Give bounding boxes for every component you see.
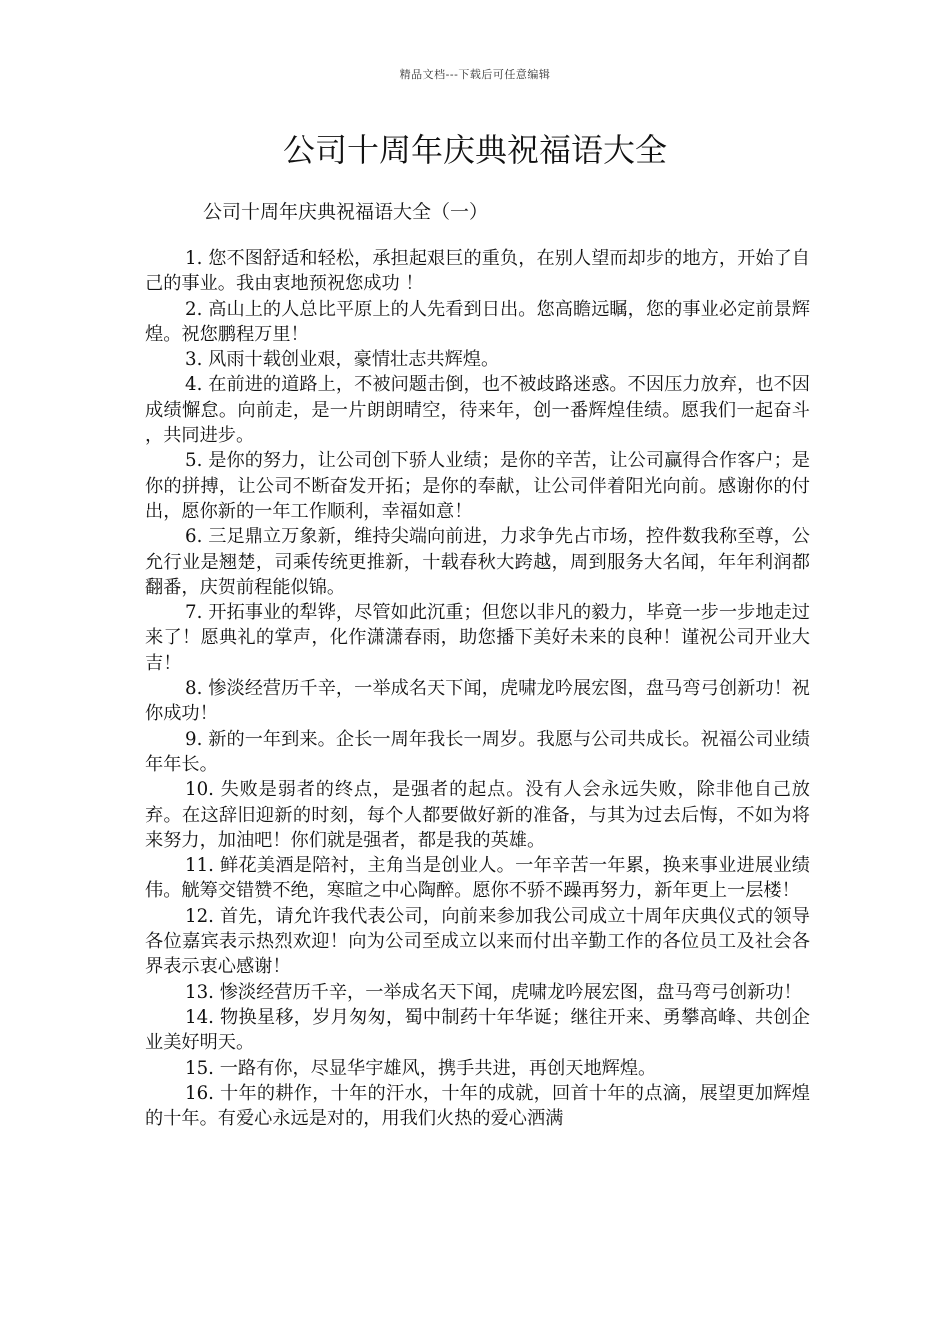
- page-title: 公司十周年庆典祝福语大全: [282, 131, 667, 169]
- blessings-list: [145, 246, 810, 1131]
- list-item: 11. 鲜花美酒是陪衬，主角当是创业人。一年辛苦一年累，换来事业进展业绩伟。觥筹交错赞不绝，寒暄之中心陶醉。愿你不骄不躁再努力，新年更上一层楼！: [145, 855, 810, 902]
- list-item: 5. 是你的努力，让公司创下骄人业绩；是你的辛苦，让公司赢得合作客户；是你的拼搏，让公司不断奋发开拓；是你的奉献，让公司伴着阳光向前。感谢你的付出，愿你新的一年工作顺利，幸福如意！: [145, 450, 810, 522]
- list-item: 13. 惨淡经营历千辛，一举成名天下闻，虎啸龙吟展宏图，盘马弯弓创新功！: [185, 981, 802, 1003]
- list-item: 8. 惨淡经营历千辛，一举成名天下闻，虎啸龙吟展宏图，盘马弯弓创新功！祝你成功！: [145, 678, 810, 725]
- list-item: 14. 物换星移，岁月匆匆，蜀中制药十年华诞；继往开来、勇攀高峰、共创企业美好明天。: [145, 1006, 810, 1054]
- list-item: 16. 十年的耕作，十年的汗水，十年的成就，回首十年的点滴，展望更加辉煌的十年。有爱心永远是对的，用我们火热的爱心洒满: [145, 1082, 810, 1130]
- list-item: 1. 您不图舒适和轻松，承担起艰巨的重负，在别人望而却步的地方，开始了自己的事业。我由衷地预祝您成功 ！: [145, 248, 810, 295]
- list-item: 15. 一路有你，尽显华宇雄风，携手共进，再创天地辉煌。: [185, 1057, 657, 1079]
- list-item: 7. 开拓事业的犁铧，尽管如此沉重；但您以非凡的毅力，毕竟一步一步地走过来了！愿典礼的掌声，化作潇潇春雨，助您播下美好未来的良种！谨祝公司开业大吉！: [145, 602, 810, 674]
- list-item: 2. 高山上的人总比平原上的人先看到日出。您高瞻远瞩，您的事业必定前景辉煌。祝您鹏程万里！: [145, 298, 810, 345]
- list-item: 4. 在前进的道路上，不被问题击倒，也不被歧路迷惑。不因压力放弃，也不因成绩懈怠。向前走，是一片朗朗晴空，待来年，创一番辉煌佳绩。愿我们一起奋斗 ，共同进步。: [145, 374, 810, 447]
- section-subtitle: 公司十周年庆典祝福语大全（一）: [203, 201, 489, 223]
- header-note: 精品文档---下载后可任意编辑: [399, 68, 551, 81]
- list-item: 10. 失败是弱者的终点，是强者的起点。没有人会永远失败，除非他自己放弃。在这辞旧迎新的时刻，每个人都要做好新的准备，与其为过去后悔，不如为将来努力，加油吧！你们就是强者，都是我的英雄。: [145, 779, 810, 851]
- list-item: 3. 风雨十载创业艰，豪情壮志共辉煌。: [185, 349, 500, 371]
- list-item: 12. 首先，请允许我代表公司，向前来参加我公司成立十周年庆典仪式的领导各位嘉宾表示热烈欢迎！向为公司至成立以来而付出辛勤工作的各位员工及社会各界表示衷心感谢！: [145, 905, 810, 978]
- list-item: 6. 三足鼎立万象新，维持尖端向前进，力求争先占市场，控件数我称至尊，公允行业是翘楚，司乘传统更推新，十载春秋大跨越，周到服务大名闻，年年利润都翻番，庆贺前程能似锦。: [145, 526, 810, 598]
- list-item: 9. 新的一年到来。企长一周年我长一周岁。我愿与公司共成长。祝福公司业绩年年长。: [145, 728, 810, 775]
